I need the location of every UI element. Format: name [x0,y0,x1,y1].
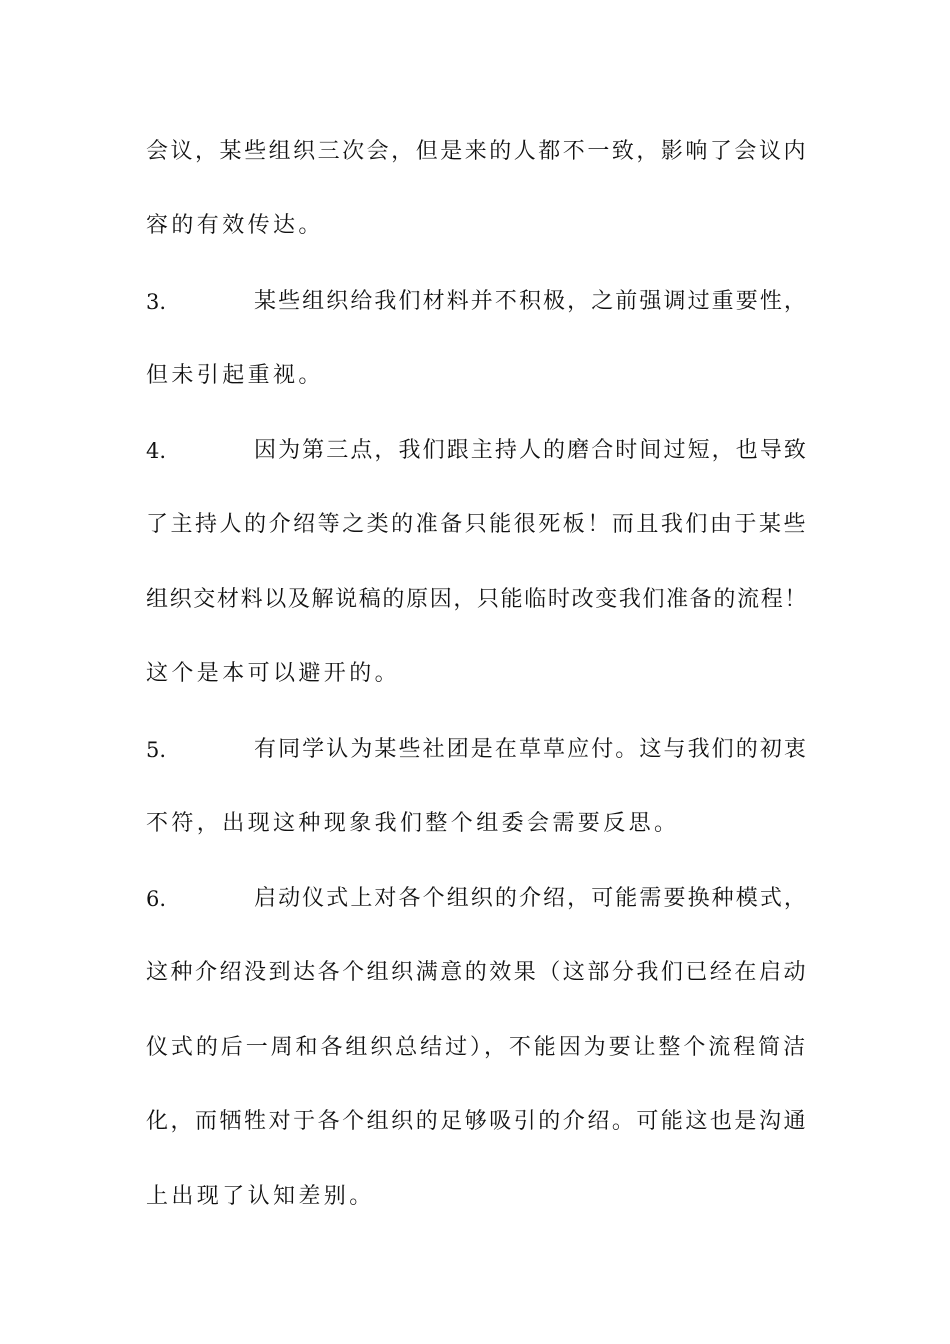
item-5-text: 有同学认为某些社团是在草草应付。这与我们的初衷 [254,737,808,762]
item-5-number: 5. [146,738,167,762]
text-line-11: 上出现了认知差别。 [146,1184,375,1209]
item-6-number: 6. [146,887,167,911]
item-3-text: 某些组织给我们材料并不积极，之前强调过重要性， [254,289,808,314]
item-3-number: 3. [146,290,167,314]
text-line-6: 这个是本可以避开的。 [146,661,401,686]
text-line-10: 化，而牺牲对于各个组织的足够吸引的介绍。可能这也是沟通 [146,1109,808,1134]
text-line-9: 仪式的后一周和各组织总结过），不能因为要让整个流程简洁 [146,1035,808,1060]
item-6-text: 启动仪式上对各个组织的介绍，可能需要换种模式， [254,886,808,911]
text-line-7: 不符，出现这种现象我们整个组委会需要反思。 [146,811,680,836]
text-line-2: 容的有效传达。 [146,213,324,238]
text-line-1: 会议，某些组织三次会，但是来的人都不一致，影响了会议内 [146,139,808,164]
text-line-5: 组织交材料以及解说稿的原因，只能临时改变我们准备的流程！ [146,587,808,612]
item-4-text: 因为第三点，我们跟主持人的磨合时间过短，也导致 [254,438,808,463]
item-4-number: 4. [146,439,167,463]
text-line-4: 了主持人的介绍等之类的准备只能很死板！而且我们由于某些 [146,512,808,537]
text-line-3: 但未引起重视。 [146,363,324,388]
text-line-8: 这种介绍没到达各个组织满意的效果（这部分我们已经在启动 [146,960,808,985]
